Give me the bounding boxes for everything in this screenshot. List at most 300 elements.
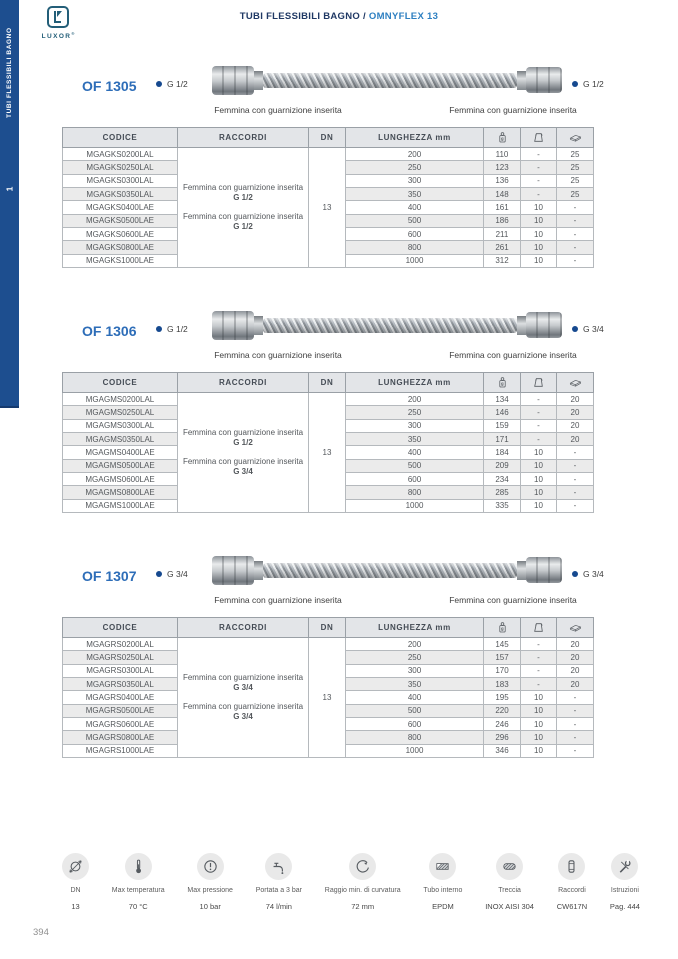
code-cell: MGAGRS0250LAL [63,651,178,664]
box-qty-cell: 10 [521,731,557,744]
spec-item [610,853,640,911]
box-qty-cell: 10 [521,459,557,472]
pallet-icon [569,621,582,634]
table-header-row [63,618,594,638]
raccordi-description [182,702,304,723]
pallet-qty-cell: 20 [557,664,594,677]
thermometer-icon [130,858,147,875]
code-cell: MGAGKS1000LAE [63,254,178,267]
pallet-qty-cell: 25 [557,148,594,161]
raccordi-description [182,673,304,694]
length-cell: 500 [346,704,484,717]
weight-cell: 146 [484,406,521,419]
product-code: OF 1307 [82,568,137,584]
left-hose-caption: Femmina con guarnizione inserita [214,105,342,115]
page-number: 394 [33,927,49,938]
column-header-codice: CODICE [63,618,178,638]
bullet-icon [156,81,162,87]
connection-size-label: G 3/4 [583,569,604,579]
spec-icon-circle [496,853,523,880]
brand-name: LUXOR® [41,31,75,41]
product-section [0,545,678,760]
code-cell: MGAGKS0200LAL [63,148,178,161]
spec-label: DN [70,887,81,894]
box-qty-cell: 10 [521,446,557,459]
pallet-qty-cell: - [557,459,594,472]
length-cell: 500 [346,459,484,472]
weight-cell: 161 [484,201,521,214]
pallet-qty-cell: 20 [557,406,594,419]
diameter-icon [67,858,84,875]
raccordi-size: G 1/2 [233,438,253,448]
pallet-qty-cell: 25 [557,187,594,200]
raccordi-size: G 1/2 [233,221,253,231]
length-cell: 350 [346,677,484,690]
pallet-qty-cell: - [557,446,594,459]
bullet-icon [156,326,162,332]
column-header-dn: DN [309,618,346,638]
weight-cell: 134 [484,393,521,406]
spec-value: 70 °C [128,902,148,911]
code-cell: MGAGMS0600LAE [63,472,178,485]
length-cell: 500 [346,214,484,227]
spec-icon-circle [62,853,89,880]
product-code: OF 1305 [82,78,137,94]
pallet-qty-cell: 25 [557,174,594,187]
spec-item [485,853,534,911]
sidebar-vertical-title: TUBI FLESSIBILI BAGNO [6,27,13,119]
spec-value: 10 bar [199,902,221,911]
pallet-qty-cell: - [557,227,594,240]
dn-cell: 13 [309,393,346,513]
spec-label: Raggio min. di curvatura [324,887,401,894]
pallet-qty-cell: - [557,241,594,254]
weight-cell: 261 [484,241,521,254]
hose-left-nut [212,311,254,340]
raccordi-description [182,183,304,204]
box-qty-cell: 10 [521,499,557,512]
hose-product-photo [212,59,562,101]
code-cell: MGAGRS0350LAL [63,677,178,690]
raccordi-description [182,428,304,449]
weight-cell: 220 [484,704,521,717]
column-header-raccordi: RACCORDI [178,618,309,638]
hose-left-collar [254,316,263,335]
spec-item [557,853,587,911]
length-cell: 400 [346,691,484,704]
left-connection [156,324,188,334]
hose-braid [263,563,517,578]
code-cell: MGAGMS0250LAL [63,406,178,419]
connection-size-label: G 1/2 [167,324,188,334]
length-cell: 300 [346,174,484,187]
braid-icon [501,858,518,875]
weight-cell: 234 [484,472,521,485]
box-qty-cell: - [521,187,557,200]
connection-size-label: G 1/2 [167,79,188,89]
weight-grams-icon [496,131,509,144]
pallet-qty-cell: - [557,499,594,512]
length-cell: 200 [346,393,484,406]
length-cell: 200 [346,638,484,651]
column-header-pallet [557,128,594,148]
pallet-qty-cell: - [557,254,594,267]
length-cell: 800 [346,241,484,254]
box-qty-cell: - [521,677,557,690]
column-header-codice: CODICE [63,128,178,148]
spec-icon-circle [611,853,638,880]
weight-cell: 110 [484,148,521,161]
spec-label: Tubo interno [423,887,463,894]
code-cell: MGAGMS0300LAL [63,419,178,432]
column-header-weight [484,618,521,638]
spec-icon-strip [62,853,640,911]
weight-cell: 123 [484,161,521,174]
hose-right-collar [517,71,526,90]
table-row [63,148,594,161]
length-cell: 350 [346,432,484,445]
spec-value: Pag. 444 [609,902,640,911]
product-code: OF 1306 [82,323,137,339]
box-qty-cell: - [521,638,557,651]
code-cell: MGAGRS0400LAE [63,691,178,704]
spec-icon-circle [265,853,292,880]
product-table [62,127,594,268]
box-qty-cell: 10 [521,254,557,267]
box-qty-cell: 10 [521,691,557,704]
hose-left-nut [212,66,254,95]
column-header-weight [484,373,521,393]
page-title-prefix: TUBI FLESSIBILI BAGNO / [239,11,369,22]
weight-cell: 157 [484,651,521,664]
length-cell: 1000 [346,744,484,757]
product-section [0,55,678,270]
weight-cell: 170 [484,664,521,677]
box-qty-cell: - [521,432,557,445]
box-qty-cell: 10 [521,704,557,717]
hose-left-collar [254,561,263,580]
spec-label: Raccordi [558,887,586,894]
pallet-qty-cell: 20 [557,677,594,690]
connection-size-label: G 3/4 [167,569,188,579]
hose-right-nut [526,67,562,93]
raccordi-text: Femmina con guarnizione inserita [182,456,304,466]
pallet-qty-cell: - [557,201,594,214]
code-cell: MGAGRS0200LAL [63,638,178,651]
pallet-qty-cell: 20 [557,638,594,651]
weight-grams-icon [496,621,509,634]
hose-braid [263,318,517,333]
spec-label: Max pressione [187,887,233,894]
left-connection [156,79,188,89]
hose-left-nut [212,556,254,585]
code-cell: MGAGKS0300LAL [63,174,178,187]
left-hose-caption: Femmina con guarnizione inserita [214,350,342,360]
spec-item [325,853,401,911]
code-cell: MGAGRS0800LAE [63,731,178,744]
page-title-series: OMNYFLEX 13 [368,11,439,22]
box-qty-cell: - [521,664,557,677]
tap-icon [270,858,287,875]
column-header-codice: CODICE [63,373,178,393]
raccordi-size: G 1/2 [233,193,253,203]
fitting-icon [563,858,580,875]
product-table [62,617,594,758]
raccordi-cell [178,393,309,513]
weight-cell: 183 [484,677,521,690]
pressure-gauge-icon [202,858,219,875]
weight-cell: 209 [484,459,521,472]
right-hose-caption: Femmina con guarnizione inserita [449,595,577,605]
hose-right-collar [517,316,526,335]
code-cell: MGAGMS0200LAL [63,393,178,406]
length-cell: 300 [346,664,484,677]
spec-value: EPDM [432,902,454,911]
length-cell: 400 [346,446,484,459]
raccordi-text: Femmina con guarnizione inserita [182,211,304,221]
weight-cell: 136 [484,174,521,187]
pallet-qty-cell: 20 [557,393,594,406]
hose-right-nut [526,312,562,338]
code-cell: MGAGKS0250LAL [63,161,178,174]
raccordi-description [182,212,304,233]
box-qty-cell: 10 [521,486,557,499]
spec-icon-circle [429,853,456,880]
box-qty-cell: 10 [521,227,557,240]
code-cell: MGAGMS0400LAE [63,446,178,459]
spec-label: Portata a 3 bar [255,887,303,894]
box-qty-cell: - [521,406,557,419]
spec-icon-circle [197,853,224,880]
box-qty-cell: - [521,393,557,406]
weight-cell: 148 [484,187,521,200]
weight-cell: 246 [484,717,521,730]
right-connection [572,324,604,334]
length-cell: 300 [346,419,484,432]
length-cell: 600 [346,472,484,485]
spec-item [62,853,89,911]
left-connection [156,569,188,579]
product-table [62,372,594,513]
spec-icon-circle [349,853,376,880]
length-cell: 250 [346,406,484,419]
spec-item [423,853,462,911]
box-qty-cell: 10 [521,472,557,485]
pallet-qty-cell: 20 [557,651,594,664]
code-cell: MGAGRS0500LAE [63,704,178,717]
pallet-qty-cell: 25 [557,161,594,174]
hose-braid [263,73,517,88]
raccordi-text: Femmina con guarnizione inserita [182,701,304,711]
spec-value: 72 mm [351,902,375,911]
dn-cell: 13 [309,148,346,268]
tools-icon [616,858,633,875]
pallet-qty-cell: - [557,214,594,227]
code-cell: MGAGMS0350LAL [63,432,178,445]
box-qty-cell: 10 [521,717,557,730]
left-hose-caption: Femmina con guarnizione inserita [214,595,342,605]
weight-cell: 186 [484,214,521,227]
connection-size-label: G 1/2 [583,79,604,89]
spec-item [112,853,165,911]
weight-grams-icon [496,376,509,389]
bend-radius-icon [354,858,371,875]
box-qty-cell: 10 [521,241,557,254]
spec-label: Treccia [498,887,521,894]
code-cell: MGAGKS0600LAE [63,227,178,240]
box-icon [532,131,545,144]
table-header-row [63,373,594,393]
box-qty-cell: - [521,148,557,161]
length-cell: 400 [346,201,484,214]
spec-icon-circle [125,853,152,880]
code-cell: MGAGKS0500LAE [63,214,178,227]
pallet-qty-cell: 20 [557,419,594,432]
length-cell: 800 [346,731,484,744]
raccordi-text: Femmina con guarnizione inserita [182,672,304,682]
weight-cell: 312 [484,254,521,267]
pallet-qty-cell: - [557,744,594,757]
bullet-icon [572,81,578,87]
length-cell: 250 [346,161,484,174]
raccordi-text: Femmina con guarnizione inserita [182,182,304,192]
length-cell: 250 [346,651,484,664]
right-hose-caption: Femmina con guarnizione inserita [449,350,577,360]
column-header-pallet [557,618,594,638]
pallet-qty-cell: - [557,472,594,485]
length-cell: 350 [346,187,484,200]
pallet-qty-cell: - [557,691,594,704]
pallet-icon [569,131,582,144]
column-header-lunghezza: LUNGHEZZA mm [346,618,484,638]
length-cell: 1000 [346,254,484,267]
hose-product-photo [212,304,562,346]
weight-cell: 335 [484,499,521,512]
length-cell: 200 [346,148,484,161]
code-cell: MGAGMS0500LAE [63,459,178,472]
spec-value: INOX AISI 304 [485,902,534,911]
chapter-number: 1 [4,186,15,192]
raccordi-text: Femmina con guarnizione inserita [182,427,304,437]
connection-size-label: G 3/4 [583,324,604,334]
box-qty-cell: - [521,651,557,664]
box-qty-cell: - [521,161,557,174]
length-cell: 800 [346,486,484,499]
box-qty-cell: - [521,419,557,432]
column-header-dn: DN [309,373,346,393]
code-cell: MGAGRS0600LAE [63,717,178,730]
weight-cell: 211 [484,227,521,240]
spec-label: Istruzioni [610,887,639,894]
spec-value: 74 l/min [265,902,292,911]
hose-right-collar [517,561,526,580]
raccordi-description [182,457,304,478]
table-header-row [63,128,594,148]
weight-cell: 195 [484,691,521,704]
pallet-qty-cell: - [557,486,594,499]
hose-product-photo [212,549,562,591]
page-title [0,11,678,22]
length-cell: 1000 [346,499,484,512]
weight-cell: 346 [484,744,521,757]
column-header-box [521,128,557,148]
column-header-raccordi: RACCORDI [178,373,309,393]
column-header-lunghezza: LUNGHEZZA mm [346,373,484,393]
raccordi-cell [178,638,309,758]
raccordi-size: G 3/4 [233,711,253,721]
weight-cell: 296 [484,731,521,744]
box-qty-cell: 10 [521,201,557,214]
column-header-dn: DN [309,128,346,148]
box-icon [532,376,545,389]
box-qty-cell: 10 [521,214,557,227]
spec-label: Max temperatura [111,887,165,894]
hose-right-nut [526,557,562,583]
inner-tube-icon [434,858,451,875]
code-cell: MGAGRS1000LAE [63,744,178,757]
product-section [0,300,678,515]
code-cell: MGAGMS0800LAE [63,486,178,499]
right-hose-caption: Femmina con guarnizione inserita [449,105,577,115]
pallet-qty-cell: - [557,717,594,730]
spec-item [256,853,302,911]
table-row [63,638,594,651]
registered-mark: ® [71,31,75,36]
weight-cell: 285 [484,486,521,499]
length-cell: 600 [346,717,484,730]
column-header-raccordi: RACCORDI [178,128,309,148]
weight-cell: 145 [484,638,521,651]
pallet-qty-cell: - [557,731,594,744]
right-connection [572,79,604,89]
code-cell: MGAGMS1000LAE [63,499,178,512]
length-cell: 600 [346,227,484,240]
code-cell: MGAGKS0800LAE [63,241,178,254]
code-cell: MGAGKS0400LAE [63,201,178,214]
column-header-weight [484,128,521,148]
column-header-pallet [557,373,594,393]
code-cell: MGAGKS0350LAL [63,187,178,200]
raccordi-size: G 3/4 [233,683,253,693]
bullet-icon [572,326,578,332]
box-qty-cell: - [521,174,557,187]
weight-cell: 184 [484,446,521,459]
column-header-lunghezza: LUNGHEZZA mm [346,128,484,148]
code-cell: MGAGRS0300LAL [63,664,178,677]
box-icon [532,621,545,634]
pallet-qty-cell: 20 [557,432,594,445]
box-qty-cell: 10 [521,744,557,757]
spec-value: CW617N [556,902,588,911]
pallet-qty-cell: - [557,704,594,717]
weight-cell: 171 [484,432,521,445]
column-header-box [521,373,557,393]
pallet-icon [569,376,582,389]
table-row [63,393,594,406]
weight-cell: 159 [484,419,521,432]
raccordi-cell [178,148,309,268]
spec-icon-circle [558,853,585,880]
raccordi-size: G 3/4 [233,466,253,476]
right-connection [572,569,604,579]
bullet-icon [572,571,578,577]
hose-left-collar [254,71,263,90]
dn-cell: 13 [309,638,346,758]
spec-value: 13 [71,902,80,911]
bullet-icon [156,571,162,577]
spec-item [187,853,233,911]
column-header-box [521,618,557,638]
